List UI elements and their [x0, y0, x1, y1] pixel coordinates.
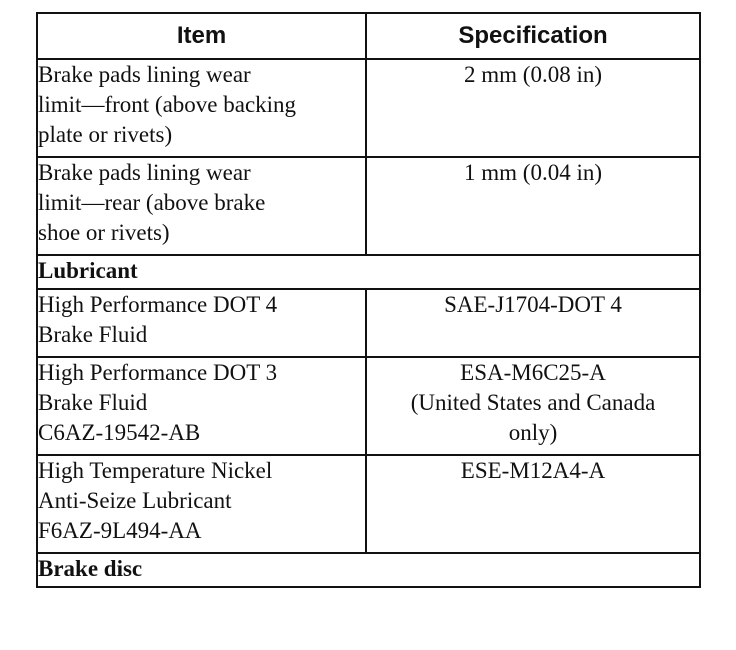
specification-table	[36, 12, 701, 588]
item-cell: High Temperature Nickel Anti-Seize Lubricant F6AZ-9L494-AA	[37, 455, 366, 553]
item-cell: High Performance DOT 3 Brake Fluid C6AZ-19542-AB	[37, 357, 366, 455]
item-cell: Brake pads lining wear limit—front (above backing plate or rivets)	[37, 59, 366, 157]
spec-cell: ESE-M12A4-A	[366, 455, 700, 553]
section-row-lubricant	[37, 255, 700, 289]
section-heading: Brake disc	[37, 553, 700, 587]
spec-cell: ESA-M6C25-A (United States and Canada only)	[366, 357, 700, 455]
table-row	[37, 59, 700, 157]
item-cell: Brake pads lining wear limit—rear (above brake shoe or rivets)	[37, 157, 366, 255]
item-cell: High Performance DOT 4 Brake Fluid	[37, 289, 366, 357]
spec-cell: SAE-J1704-DOT 4	[366, 289, 700, 357]
table-row	[37, 289, 700, 357]
table-header-row	[37, 13, 700, 59]
spec-cell: 2 mm (0.08 in)	[366, 59, 700, 157]
spec-cell: 1 mm (0.04 in)	[366, 157, 700, 255]
column-header-item: Item	[37, 13, 366, 59]
table-row	[37, 455, 700, 553]
section-row-brake-disc	[37, 553, 700, 587]
table-row	[37, 157, 700, 255]
column-header-specification: Specification	[366, 13, 700, 59]
section-heading: Lubricant	[37, 255, 700, 289]
table-row	[37, 357, 700, 455]
